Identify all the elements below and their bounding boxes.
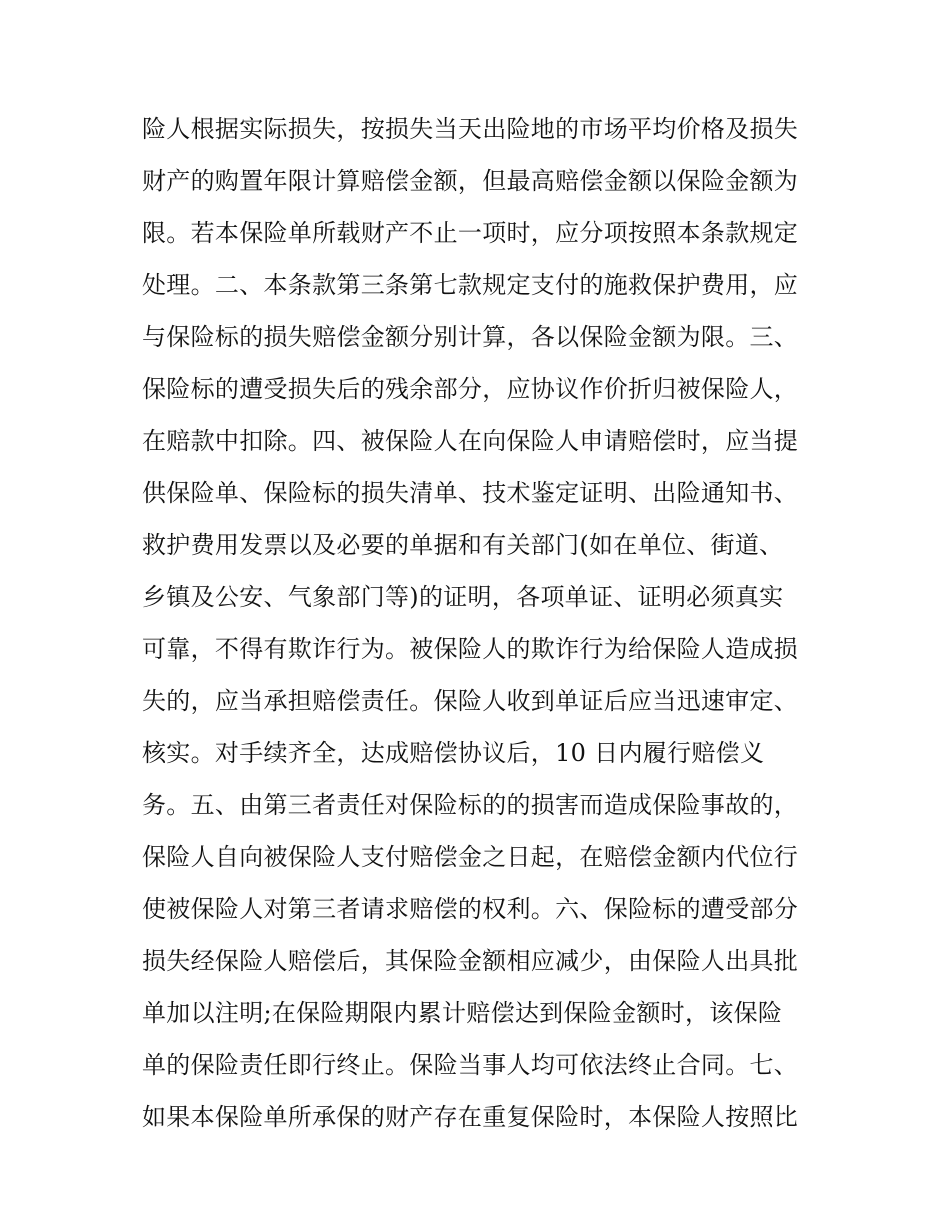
text-line-14: 务。五、由第三者责任对保险标的的损害而造成保险事故的，	[142, 791, 799, 819]
text-line-15: 保险人自向被保险人支付赔偿金之日起，在赔偿金额内代位行	[142, 843, 799, 871]
text-line-11: 可靠，不得有欺诈行为。被保险人的欺诈行为给保险人造成损	[142, 635, 799, 663]
text-line-12: 失的，应当承担赔偿责任。保险人收到单证后应当迅速审定、	[142, 687, 799, 715]
text-line-9: 救护费用发票以及必要的单据和有关部门(如在单位、街道、	[142, 531, 784, 559]
text-line-10: 乡镇及公安、气象部门等)的证明，各项单证、证明必须真实	[142, 583, 784, 611]
body-text	[142, 103, 822, 1143]
text-line-3: 限。若本保险单所载财产不止一项时，应分项按照本条款规定	[142, 219, 799, 247]
text-line-2: 财产的购置年限计算赔偿金额，但最高赔偿金额以保险金额为	[142, 167, 799, 195]
text-line-20: 如果本保险单所承保的财产存在重复保险时，本保险人按照比	[142, 1103, 799, 1131]
text-line-18: 单加以注明;在保险期限内累计赔偿达到保险金额时，该保险	[142, 999, 783, 1027]
text-line-4: 处理。二、本条款第三条第七款规定支付的施救保护费用，应	[142, 271, 799, 299]
text-line-13: 核实。对手续齐全，达成赔偿协议后，10 日内履行赔偿义	[142, 739, 765, 767]
text-line-7: 在赔款中扣除。四、被保险人在向保险人申请赔偿时，应当提	[142, 427, 799, 455]
text-line-16: 使被保险人对第三者请求赔偿的权利。六、保险标的遭受部分	[142, 895, 799, 923]
text-line-1: 险人根据实际损失，按损失当天出险地的市场平均价格及损失	[142, 115, 799, 143]
text-line-8: 供保险单、保险标的损失清单、技术鉴定证明、出险通知书、	[142, 479, 799, 507]
text-line-6: 保险标的遭受损失后的残余部分，应协议作价折归被保险人，	[142, 375, 799, 403]
text-line-19: 单的保险责任即行终止。保险当事人均可依法终止合同。七、	[142, 1051, 799, 1079]
text-line-5: 与保险标的损失赔偿金额分别计算，各以保险金额为限。三、	[142, 323, 799, 351]
text-line-17: 损失经保险人赔偿后，其保险金额相应减少，由保险人出具批	[142, 947, 799, 975]
